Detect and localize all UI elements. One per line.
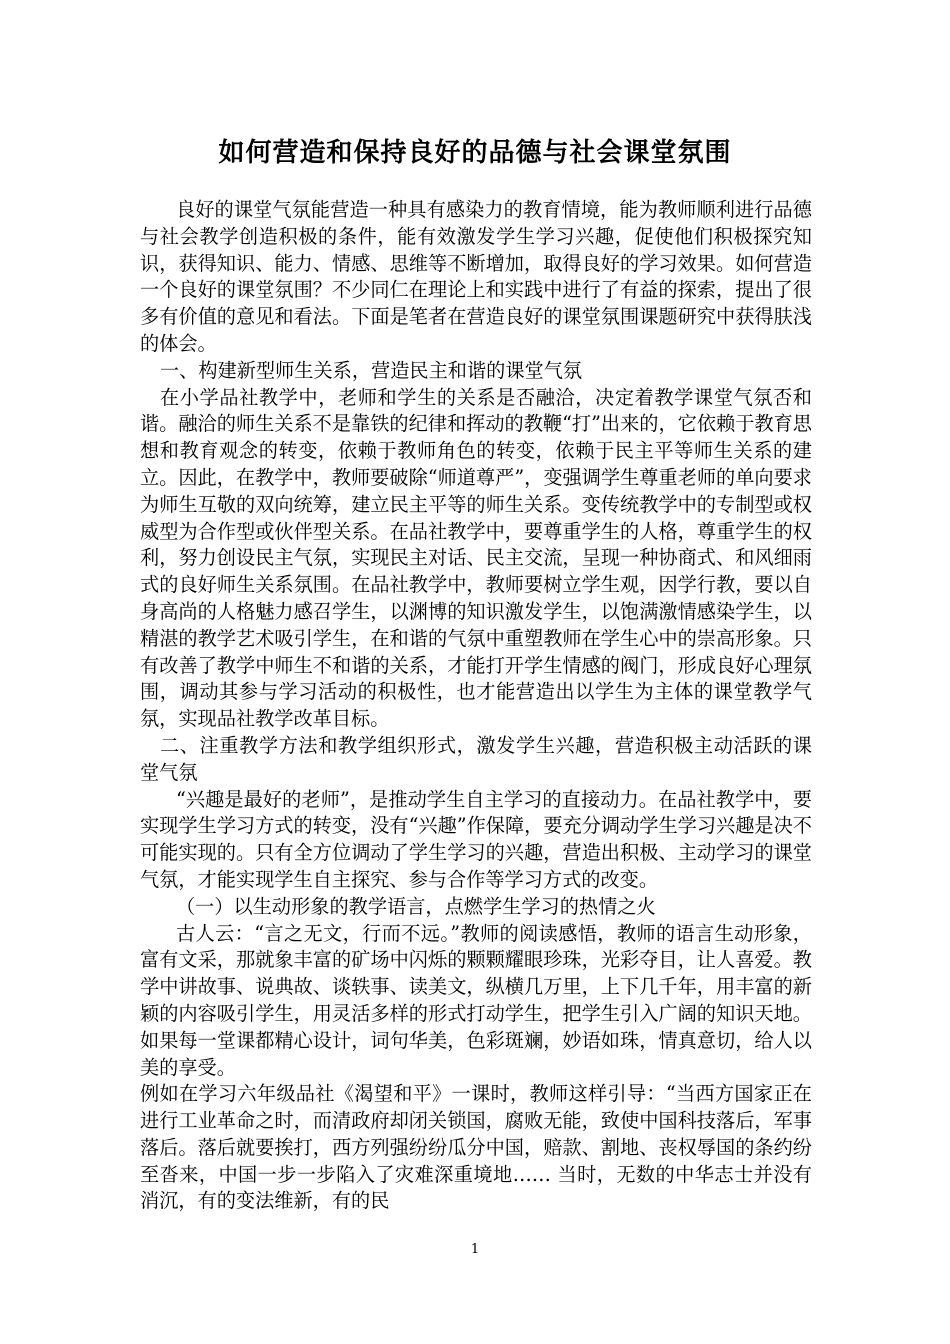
intro-paragraph: 良好的课堂气氛能营造一种具有感染力的教育情境，能为教师顺利进行品德与社会教学创造积极的条件，能有效激发学生学习兴趣，促使他们积极探究知识，获得知识、能力、情感、思维等不断增加，取得良好的学习效果。如何营造一个良好的课堂氛围？不少同仁在理论上和实践中进行了有益的探索，提出了很多有价值的意见和看法。下面是笔者在营造良好的课堂氛围课题研究中获得肤浅的体会。 bbox=[140, 198, 812, 355]
page-number: 1 bbox=[470, 1242, 480, 1257]
document-title: 如何营造和保持良好的品德与社会课堂氛围 bbox=[218, 138, 732, 168]
section-heading-1: 一、构建新型师生关系，营造民主和谐的课堂气氛 bbox=[160, 358, 583, 382]
section-2-paragraph: “兴趣是最好的老师”，是推动学生自主学习的直接动力。在品社教学中，要实现学生学习方式的转变，没有“兴趣”作保障，要充分调动学生学习兴趣是决不可能实现的。只有全方位调动了学生学习的兴趣，营造出积极、主动学习的课堂气氛，才能实现学生自主探究、参与合作等学习方式的改变。 bbox=[140, 787, 812, 891]
section-heading-2: 二、注重教学方法和教学组织形式，激发学生兴趣，营造积极主动活跃的课堂气氛 bbox=[140, 733, 812, 784]
subsection-1-paragraph: 古人云：“言之无文，行而不远。”教师的阅读感悟，教师的语言生动形象，富有文采，那就象丰富的矿场中闪烁的颗颗耀眼珍珠，光彩夺目，让人喜爱。教学中讲故事、说典故、谈轶事、读美文，纵横几万里，上下几千年，用丰富的新颖的内容吸引学生，用灵活多样的形式打动学生，把学生引入广阔的知识天地。如果每一堂课都精心设计，词句华美，色彩斑斓，妙语如珠，情真意切，给人以美的享受。 bbox=[140, 921, 812, 1079]
subsection-heading-1: （一）以生动形象的教学语言，点燃学生学习的热情之火 bbox=[176, 894, 656, 918]
document-body bbox=[140, 197, 812, 1215]
example-paragraph: 例如在学习六年级品社《渴望和平》一课时，教师这样引导：“当西方国家正在进行工业革命之时，而清政府却闭关锁国，腐败无能，致使中国科技落后，军事落后。落后就要挨打，西方列强纷纷瓜分中国，赔款、割地、丧权辱国的条约纷至沓来，中国一步一步陷入了灾难深重境地…… 当时，无数的中华志士并没有消沉，有的变法维新，有的民 bbox=[140, 1082, 812, 1213]
section-1-paragraph: 在小学品社教学中，老师和学生的关系是否融洽，决定着教学课堂气氛否和谐。融洽的师生关系不是靠铁的纪律和挥动的教鞭“打”出来的，它依赖于教育思想和教育观念的转变，依赖于教师角色的转变，依赖于民主平等师生关系的建立。因此，在教学中，教师要破除“师道尊严”，变强调学生尊重老师的单向要求为师生互敬的双向统筹，建立民主平等的师生关系。变传统教学中的专制型或权威型为合作型或伙伴型关系。在品社教学中，要尊重学生的人格，尊重学生的权利，努力创设民主气氛，实现民主对话、民主交流，呈现一种协商式、和风细雨式的良好师生关系氛围。在品社教学中，教师要树立学生观，因学行教，要以自身高尚的人格魅力感召学生，以渊博的知识激发学生，以饱满激情感染学生，以精湛的教学艺术吸引学生，在和谐的气氛中重塑教师在学生心中的崇高形象。只有改善了教学中师生不和谐的关系，才能打开学生情感的阀门，形成良好心理氛围，调动其参与学习活动的积极性，也才能营造出以学生为主体的课堂教学气氛，实现品社教学改革目标。 bbox=[140, 385, 812, 731]
